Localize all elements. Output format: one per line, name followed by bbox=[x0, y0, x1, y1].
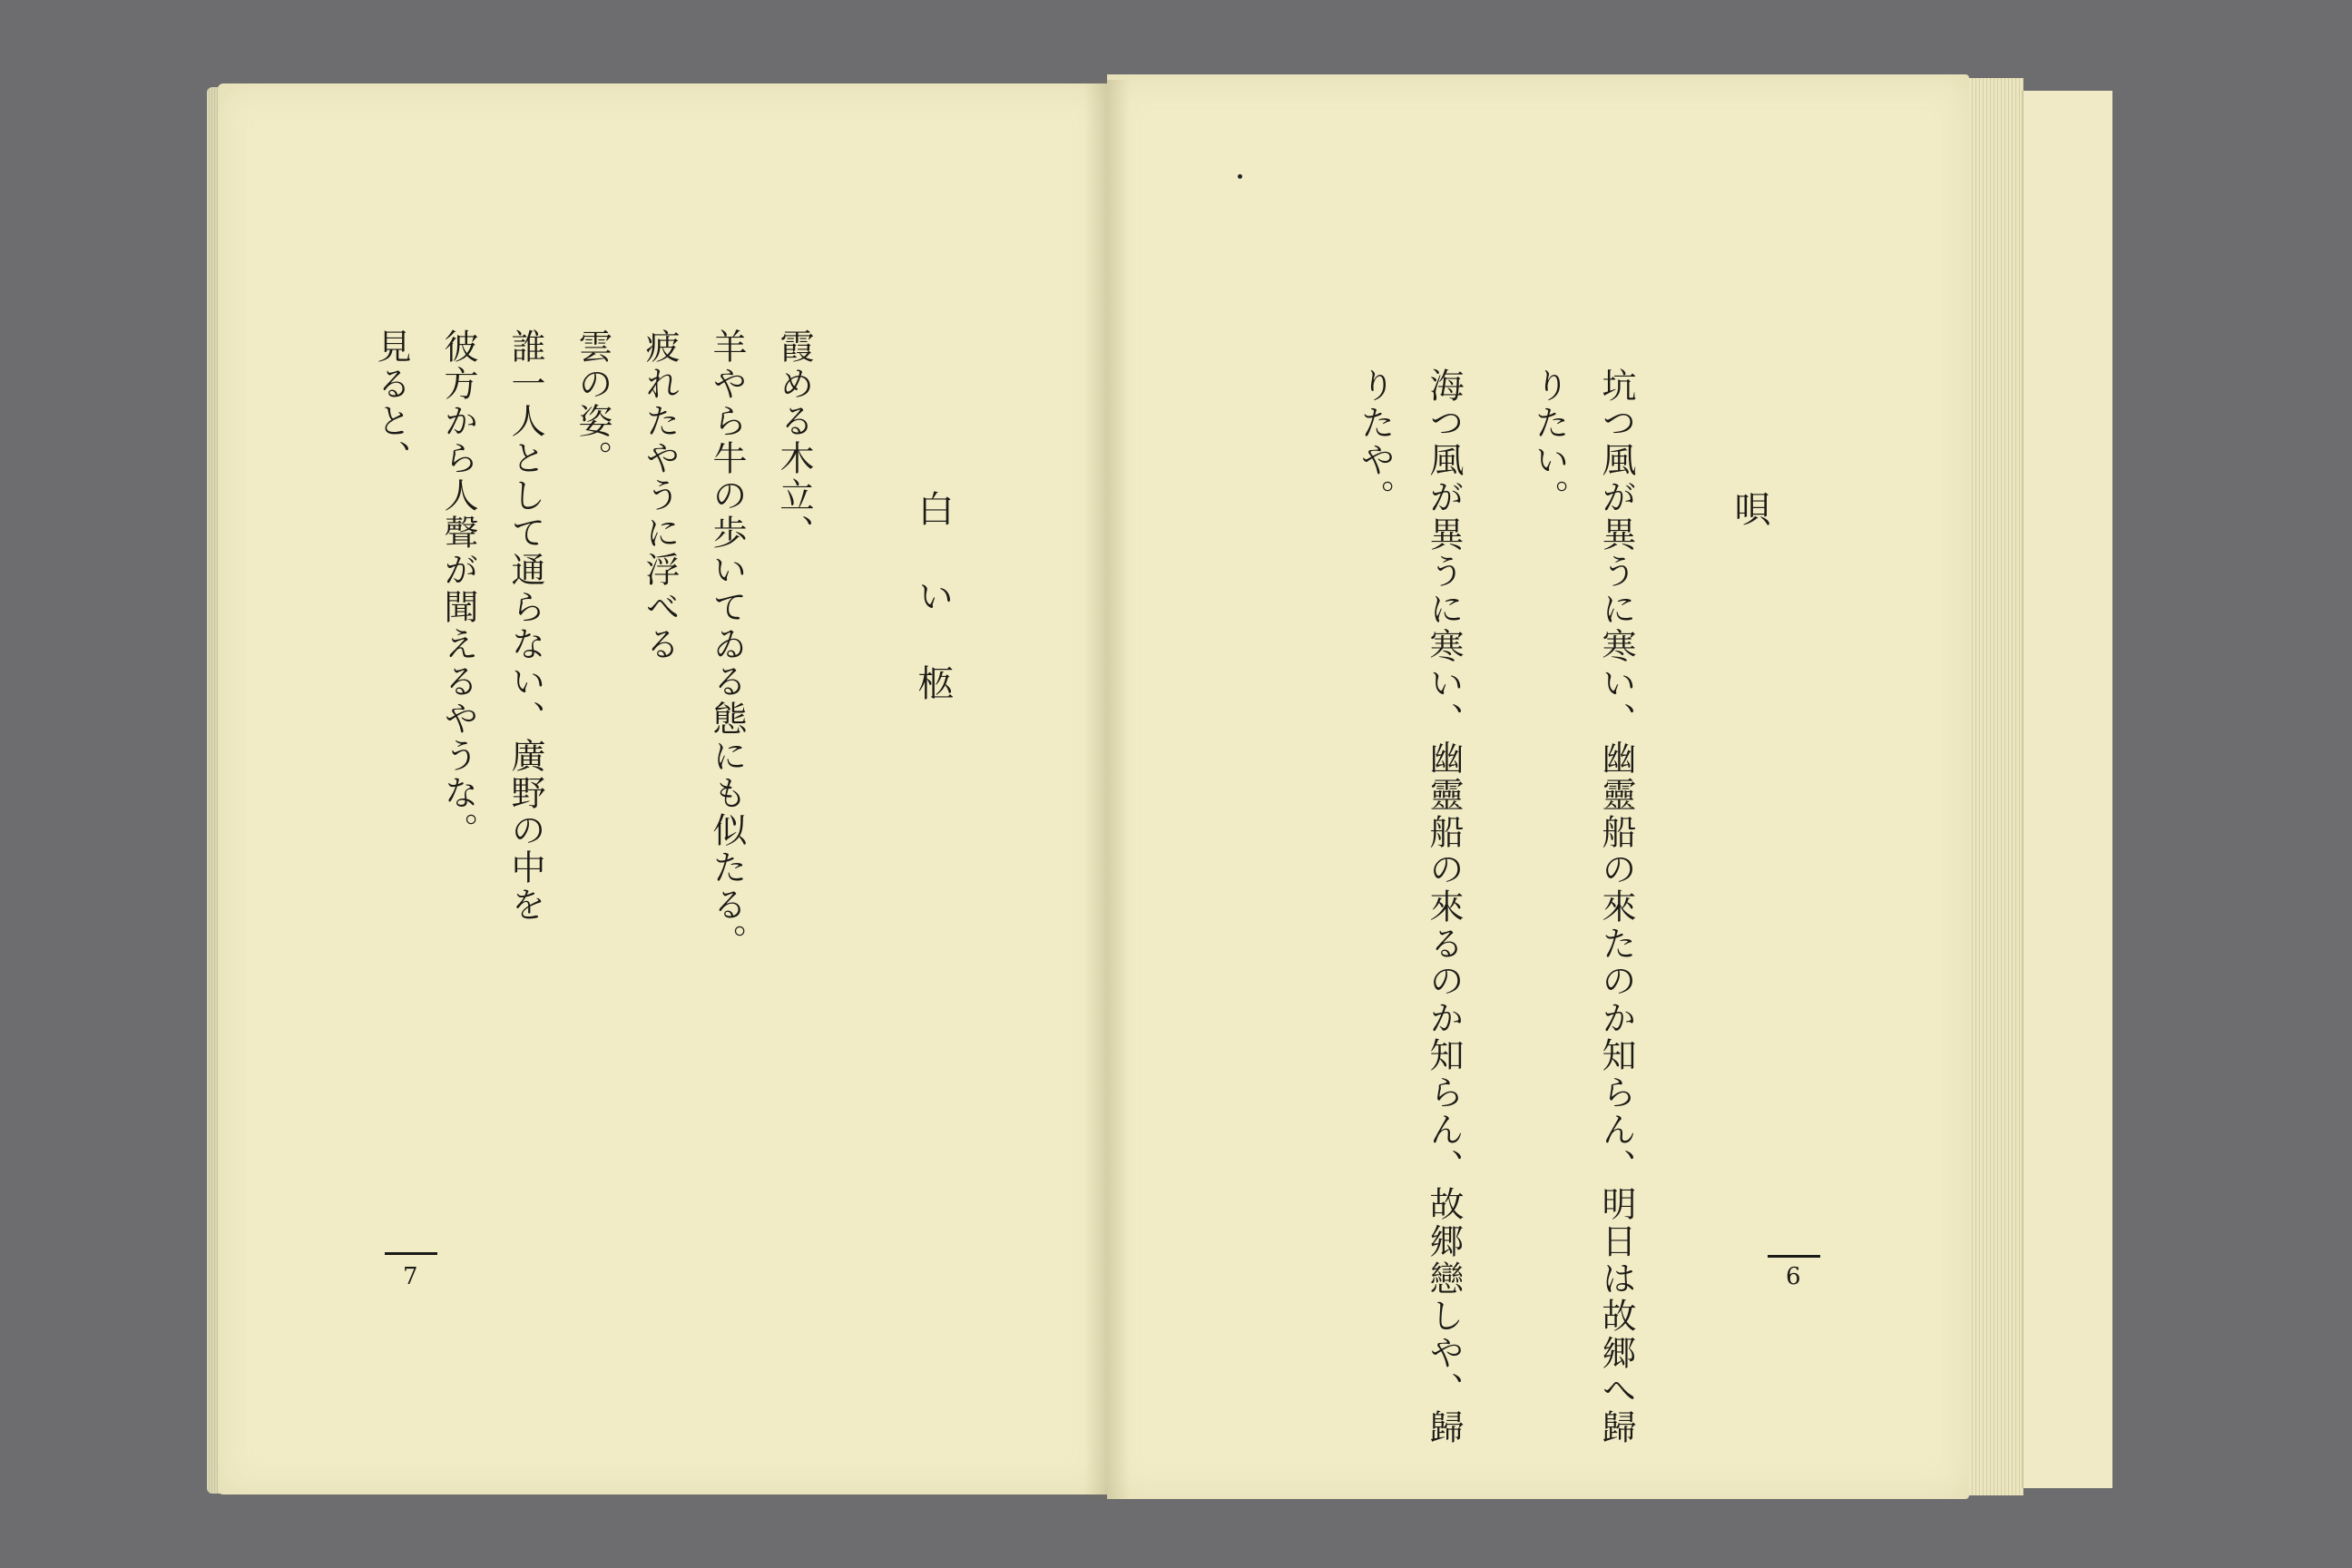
left-page-number-rule bbox=[385, 1252, 437, 1255]
right-page-title: 唄 bbox=[1729, 490, 1770, 577]
right-line-2: りたい。 bbox=[1529, 368, 1569, 516]
right-line-3: 海つ風が異うに寒い、幽靈船の來るのか知らん、故郷戀しや、歸 bbox=[1424, 368, 1464, 1446]
left-line-3: 疲れたやうに浮べる bbox=[640, 328, 680, 663]
left-line-7: 見ると、 bbox=[371, 328, 411, 477]
right-page-number: 6 bbox=[1786, 1263, 1801, 1290]
left-line-2: 羊やら牛の歩いてゐる態にも似たる。 bbox=[707, 328, 747, 961]
left-page-title: 白い柩 bbox=[912, 490, 954, 751]
right-line-4: りたや。 bbox=[1355, 368, 1395, 516]
right-page bbox=[1107, 74, 1969, 1499]
left-line-5: 誰一人として通らない、廣野の中を bbox=[505, 328, 545, 924]
left-page-number: 7 bbox=[403, 1263, 418, 1290]
right-line-1: 坑つ風が異うに寒い、幽靈船の來たのか知らん、明日は故郷へ歸 bbox=[1596, 368, 1636, 1446]
fore-edge-pages bbox=[1969, 78, 2024, 1495]
left-line-4: 雲の姿。 bbox=[573, 328, 612, 477]
cover-edge bbox=[2022, 91, 2112, 1488]
printing-mark bbox=[1238, 174, 1242, 179]
left-line-6: 彼方から人聲が聞えるやうな。 bbox=[438, 328, 478, 849]
left-line-1: 霞める木立、 bbox=[774, 328, 814, 552]
left-page bbox=[218, 83, 1107, 1494]
book-gutter bbox=[1084, 80, 1130, 1500]
right-page-number-rule bbox=[1768, 1255, 1820, 1258]
